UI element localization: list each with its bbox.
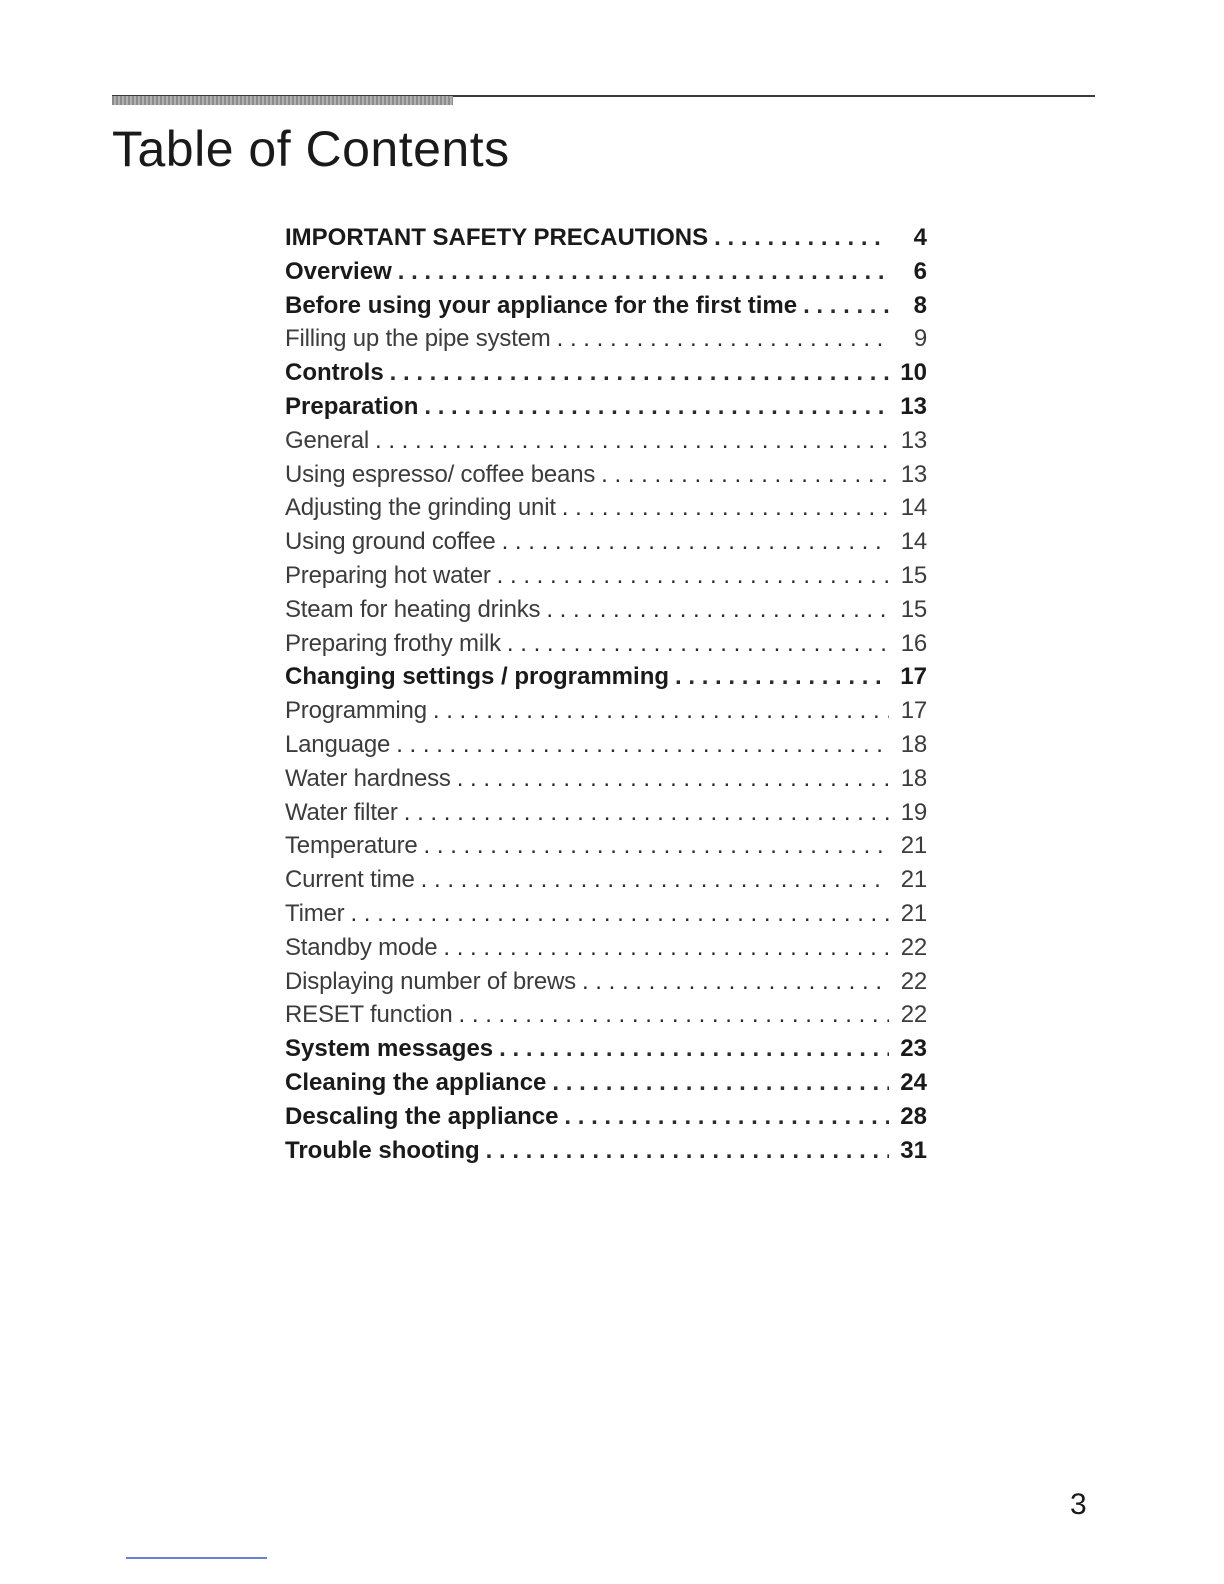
toc-entry-page: 15: [900, 561, 927, 589]
toc-entry-label: Overview: [285, 257, 392, 285]
toc-entry[interactable]: [285, 390, 927, 424]
toc-entry-page: 15: [900, 595, 927, 623]
toc-entry-page: 14: [900, 528, 927, 556]
toc-entry[interactable]: [285, 593, 927, 627]
toc-entry-label: Preparing hot water: [285, 561, 491, 589]
toc-entry-label: Timer: [285, 899, 345, 927]
toc-entry-page: 18: [900, 764, 927, 792]
toc-entry-label: RESET function: [285, 1001, 453, 1029]
toc-dot-leader: [499, 1032, 889, 1066]
toc-dot-leader: [546, 593, 889, 627]
toc-entry-label: Current time: [285, 866, 415, 894]
toc-dot-leader: [443, 931, 889, 965]
toc-dot-leader: [601, 458, 889, 492]
toc-entry-label: IMPORTANT SAFETY PRECAUTIONS: [285, 224, 709, 251]
toc-dot-leader: [350, 897, 889, 931]
toc-entry[interactable]: [285, 356, 927, 390]
toc-entry-page: 22: [900, 933, 927, 961]
toc-entry-label: Trouble shooting: [285, 1136, 480, 1164]
toc-entry-page: 31: [900, 1136, 927, 1164]
footer-rule: [126, 1557, 267, 1559]
toc-dot-leader: [398, 255, 889, 289]
toc-entry[interactable]: [285, 1100, 927, 1134]
toc-dot-leader: [486, 1134, 889, 1168]
toc-entry-page: 22: [900, 967, 927, 995]
toc-entry-label: System messages: [285, 1035, 494, 1063]
toc-entry[interactable]: [285, 491, 927, 525]
toc-entry[interactable]: [285, 1066, 927, 1100]
toc-dot-leader: [675, 660, 889, 694]
toc-dot-leader: [714, 221, 889, 255]
toc-dot-leader: [433, 694, 889, 728]
toc-entry[interactable]: [285, 965, 927, 999]
toc-entry[interactable]: [285, 1032, 927, 1066]
toc-entry-page: 28: [900, 1102, 927, 1130]
toc-entry[interactable]: [285, 796, 927, 830]
table-of-contents: [285, 221, 927, 1167]
toc-entry-label: Changing settings / programming: [285, 663, 670, 691]
toc-dot-leader: [557, 322, 889, 356]
toc-entry-page: 17: [900, 697, 927, 725]
toc-entry-label: Using espresso/ coffee beans: [285, 460, 596, 488]
toc-entry-label: Standby mode: [285, 933, 438, 961]
toc-entry[interactable]: [285, 762, 927, 796]
toc-entry-page: 13: [900, 426, 927, 454]
toc-dot-leader: [424, 390, 889, 424]
toc-entry-label: Preparation: [285, 392, 419, 420]
toc-entry-label: Steam for heating drinks: [285, 595, 541, 623]
toc-entry[interactable]: [285, 728, 927, 762]
page-title: Table of Contents: [112, 121, 510, 177]
toc-entry-label: Temperature: [285, 832, 418, 860]
toc-entry-label: Displaying number of brews: [285, 967, 576, 995]
toc-entry-page: 6: [913, 257, 927, 285]
toc-entry-label: Using ground coffee: [285, 528, 496, 556]
toc-entry[interactable]: [285, 458, 927, 492]
toc-entry-page: 13: [900, 460, 927, 488]
toc-entry-page: 9: [913, 325, 927, 353]
toc-entry[interactable]: [285, 525, 927, 559]
toc-entry-page: 16: [900, 629, 927, 657]
toc-entry[interactable]: [285, 863, 927, 897]
toc-entry[interactable]: [285, 660, 927, 694]
toc-entry-page: 21: [900, 832, 927, 860]
toc-dot-leader: [424, 829, 889, 863]
toc-entry[interactable]: [285, 627, 927, 661]
toc-entry-page: 10: [900, 359, 927, 387]
toc-entry-page: 22: [900, 1001, 927, 1029]
toc-entry[interactable]: [285, 322, 927, 356]
toc-entry[interactable]: [285, 694, 927, 728]
page-number: 3: [1070, 1488, 1087, 1521]
toc-entry[interactable]: [285, 931, 927, 965]
toc-dot-leader: [390, 356, 889, 390]
toc-dot-leader: [404, 796, 889, 830]
toc-dot-leader: [421, 863, 889, 897]
toc-dot-leader: [457, 762, 889, 796]
toc-entry-label: Language: [285, 730, 391, 758]
toc-dot-leader: [497, 559, 889, 593]
toc-entry-page: 19: [900, 798, 927, 826]
toc-dot-leader: [507, 627, 889, 661]
toc-entry[interactable]: [285, 424, 927, 458]
toc-dot-leader: [803, 289, 889, 323]
toc-entry-page: 21: [900, 866, 927, 894]
toc-entry[interactable]: [285, 1134, 927, 1168]
toc-entry-page: 23: [900, 1035, 927, 1063]
toc-entry-page: 4: [913, 224, 927, 251]
header-accent-bar: [112, 96, 453, 105]
toc-dot-leader: [552, 1066, 889, 1100]
toc-entry-label: Preparing frothy milk: [285, 629, 501, 657]
toc-entry-page: 24: [900, 1068, 927, 1096]
toc-dot-leader: [375, 424, 889, 458]
toc-dot-leader: [502, 525, 889, 559]
toc-entry-label: Controls: [285, 359, 384, 387]
toc-entry-label: Programming: [285, 697, 427, 725]
toc-entry-page: 21: [900, 899, 927, 927]
toc-entry-label: Water hardness: [285, 764, 451, 792]
toc-entry-page: 13: [900, 392, 927, 420]
toc-entry[interactable]: [285, 559, 927, 593]
toc-entry-label: Cleaning the appliance: [285, 1068, 547, 1096]
toc-entry-page: 8: [913, 291, 927, 319]
toc-entry[interactable]: [285, 289, 927, 323]
toc-entry-label: Before using your appliance for the first time: [285, 291, 798, 319]
toc-entry-label: Adjusting the grinding unit: [285, 494, 556, 522]
toc-entry-page: 18: [900, 730, 927, 758]
toc-dot-leader: [564, 1100, 889, 1134]
toc-dot-leader: [396, 728, 889, 762]
toc-entry[interactable]: [285, 255, 927, 289]
toc-entry[interactable]: [285, 897, 927, 931]
toc-entry[interactable]: [285, 221, 927, 255]
toc-entry-label: General: [285, 426, 369, 454]
toc-entry[interactable]: [285, 998, 927, 1032]
toc-entry-page: 14: [900, 494, 927, 522]
toc-entry-label: Water filter: [285, 798, 398, 826]
toc-entry-page: 17: [900, 663, 927, 691]
toc-entry-label: Descaling the appliance: [285, 1102, 559, 1130]
toc-entry-label: Filling up the pipe system: [285, 325, 551, 353]
toc-entry[interactable]: [285, 829, 927, 863]
toc-dot-leader: [562, 491, 889, 525]
toc-dot-leader: [459, 998, 889, 1032]
toc-dot-leader: [582, 965, 889, 999]
